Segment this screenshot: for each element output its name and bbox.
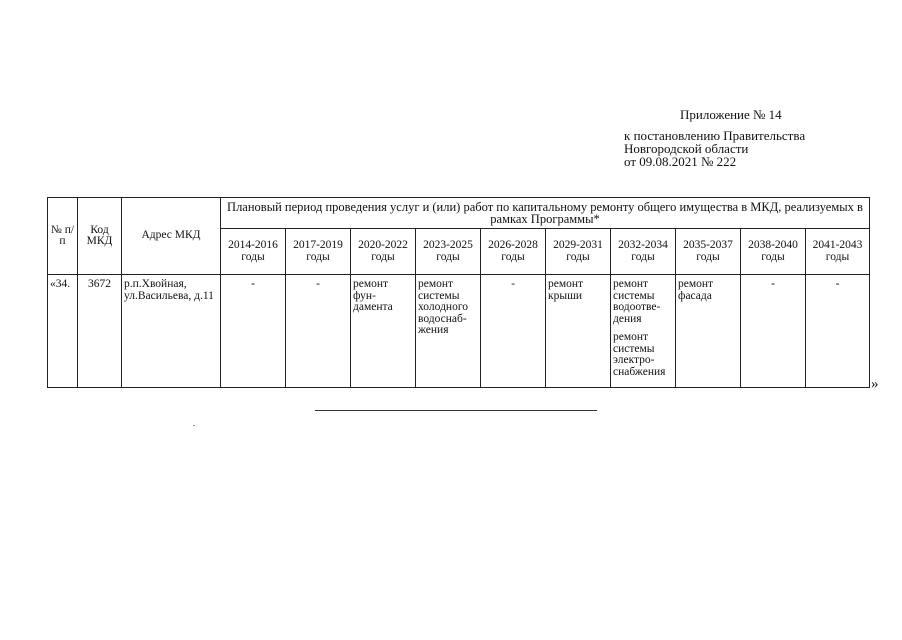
work-electricity: ремонт системы электро-снабжения	[613, 331, 666, 378]
header-period-2: 2017-2019 годы	[286, 229, 351, 275]
header-period-9: 2038-2040 годы	[741, 229, 806, 275]
annex-date-line: от 09.08.2021 № 222	[624, 154, 737, 169]
cell-work-1: -	[221, 275, 286, 388]
header-period-4: 2023-2025 годы	[416, 229, 481, 275]
cell-address: р.п.Хвойная, ул.Васильева, д.11	[122, 275, 221, 388]
cell-work-9: -	[741, 275, 806, 388]
cell-work-8: ремонт фасада	[676, 275, 741, 388]
annex-title: Приложение № 14	[680, 107, 782, 122]
header-num: № п/п	[48, 198, 78, 275]
cell-num: «34.	[48, 275, 78, 388]
closing-quote: »	[871, 376, 879, 392]
cell-work-3: ремонт фун-дамента	[351, 275, 416, 388]
capital-repair-table	[47, 197, 870, 388]
cell-work-2: -	[286, 275, 351, 388]
work-drainage: ремонт системы водоотве-дения	[613, 278, 661, 325]
cell-work-10: -	[806, 275, 870, 388]
cell-work-7	[611, 275, 676, 388]
scan-speck	[193, 425, 195, 426]
header-code: Код МКД	[78, 198, 122, 275]
cell-code: 3672	[78, 275, 122, 388]
header-period-1: 2014-2016 годы	[221, 229, 286, 275]
header-period-caption: Плановый период проведения услуг и (или) работ по капитальному ремонту общего имущества в МКД, реализуемых в рамках Программы*	[221, 198, 870, 229]
header-period-7: 2032-2034 годы	[611, 229, 676, 275]
header-period-6: 2029-2031 годы	[546, 229, 611, 275]
header-period-5: 2026-2028 годы	[481, 229, 546, 275]
annex-region-line: Новгородской области	[624, 141, 749, 156]
signature-line	[315, 410, 597, 411]
table-row	[48, 275, 870, 388]
cell-work-4: ремонт системы холодного водоснаб-жения	[416, 275, 481, 388]
cell-work-6: ремонт крыши	[546, 275, 611, 388]
header-address: Адрес МКД	[122, 198, 221, 275]
header-period-8: 2035-2037 годы	[676, 229, 741, 275]
header-period-10: 2041-2043 годы	[806, 229, 870, 275]
cell-work-5: -	[481, 275, 546, 388]
header-period-3: 2020-2022 годы	[351, 229, 416, 275]
annex-resolution-line: к постановлению Правительства	[624, 128, 806, 143]
